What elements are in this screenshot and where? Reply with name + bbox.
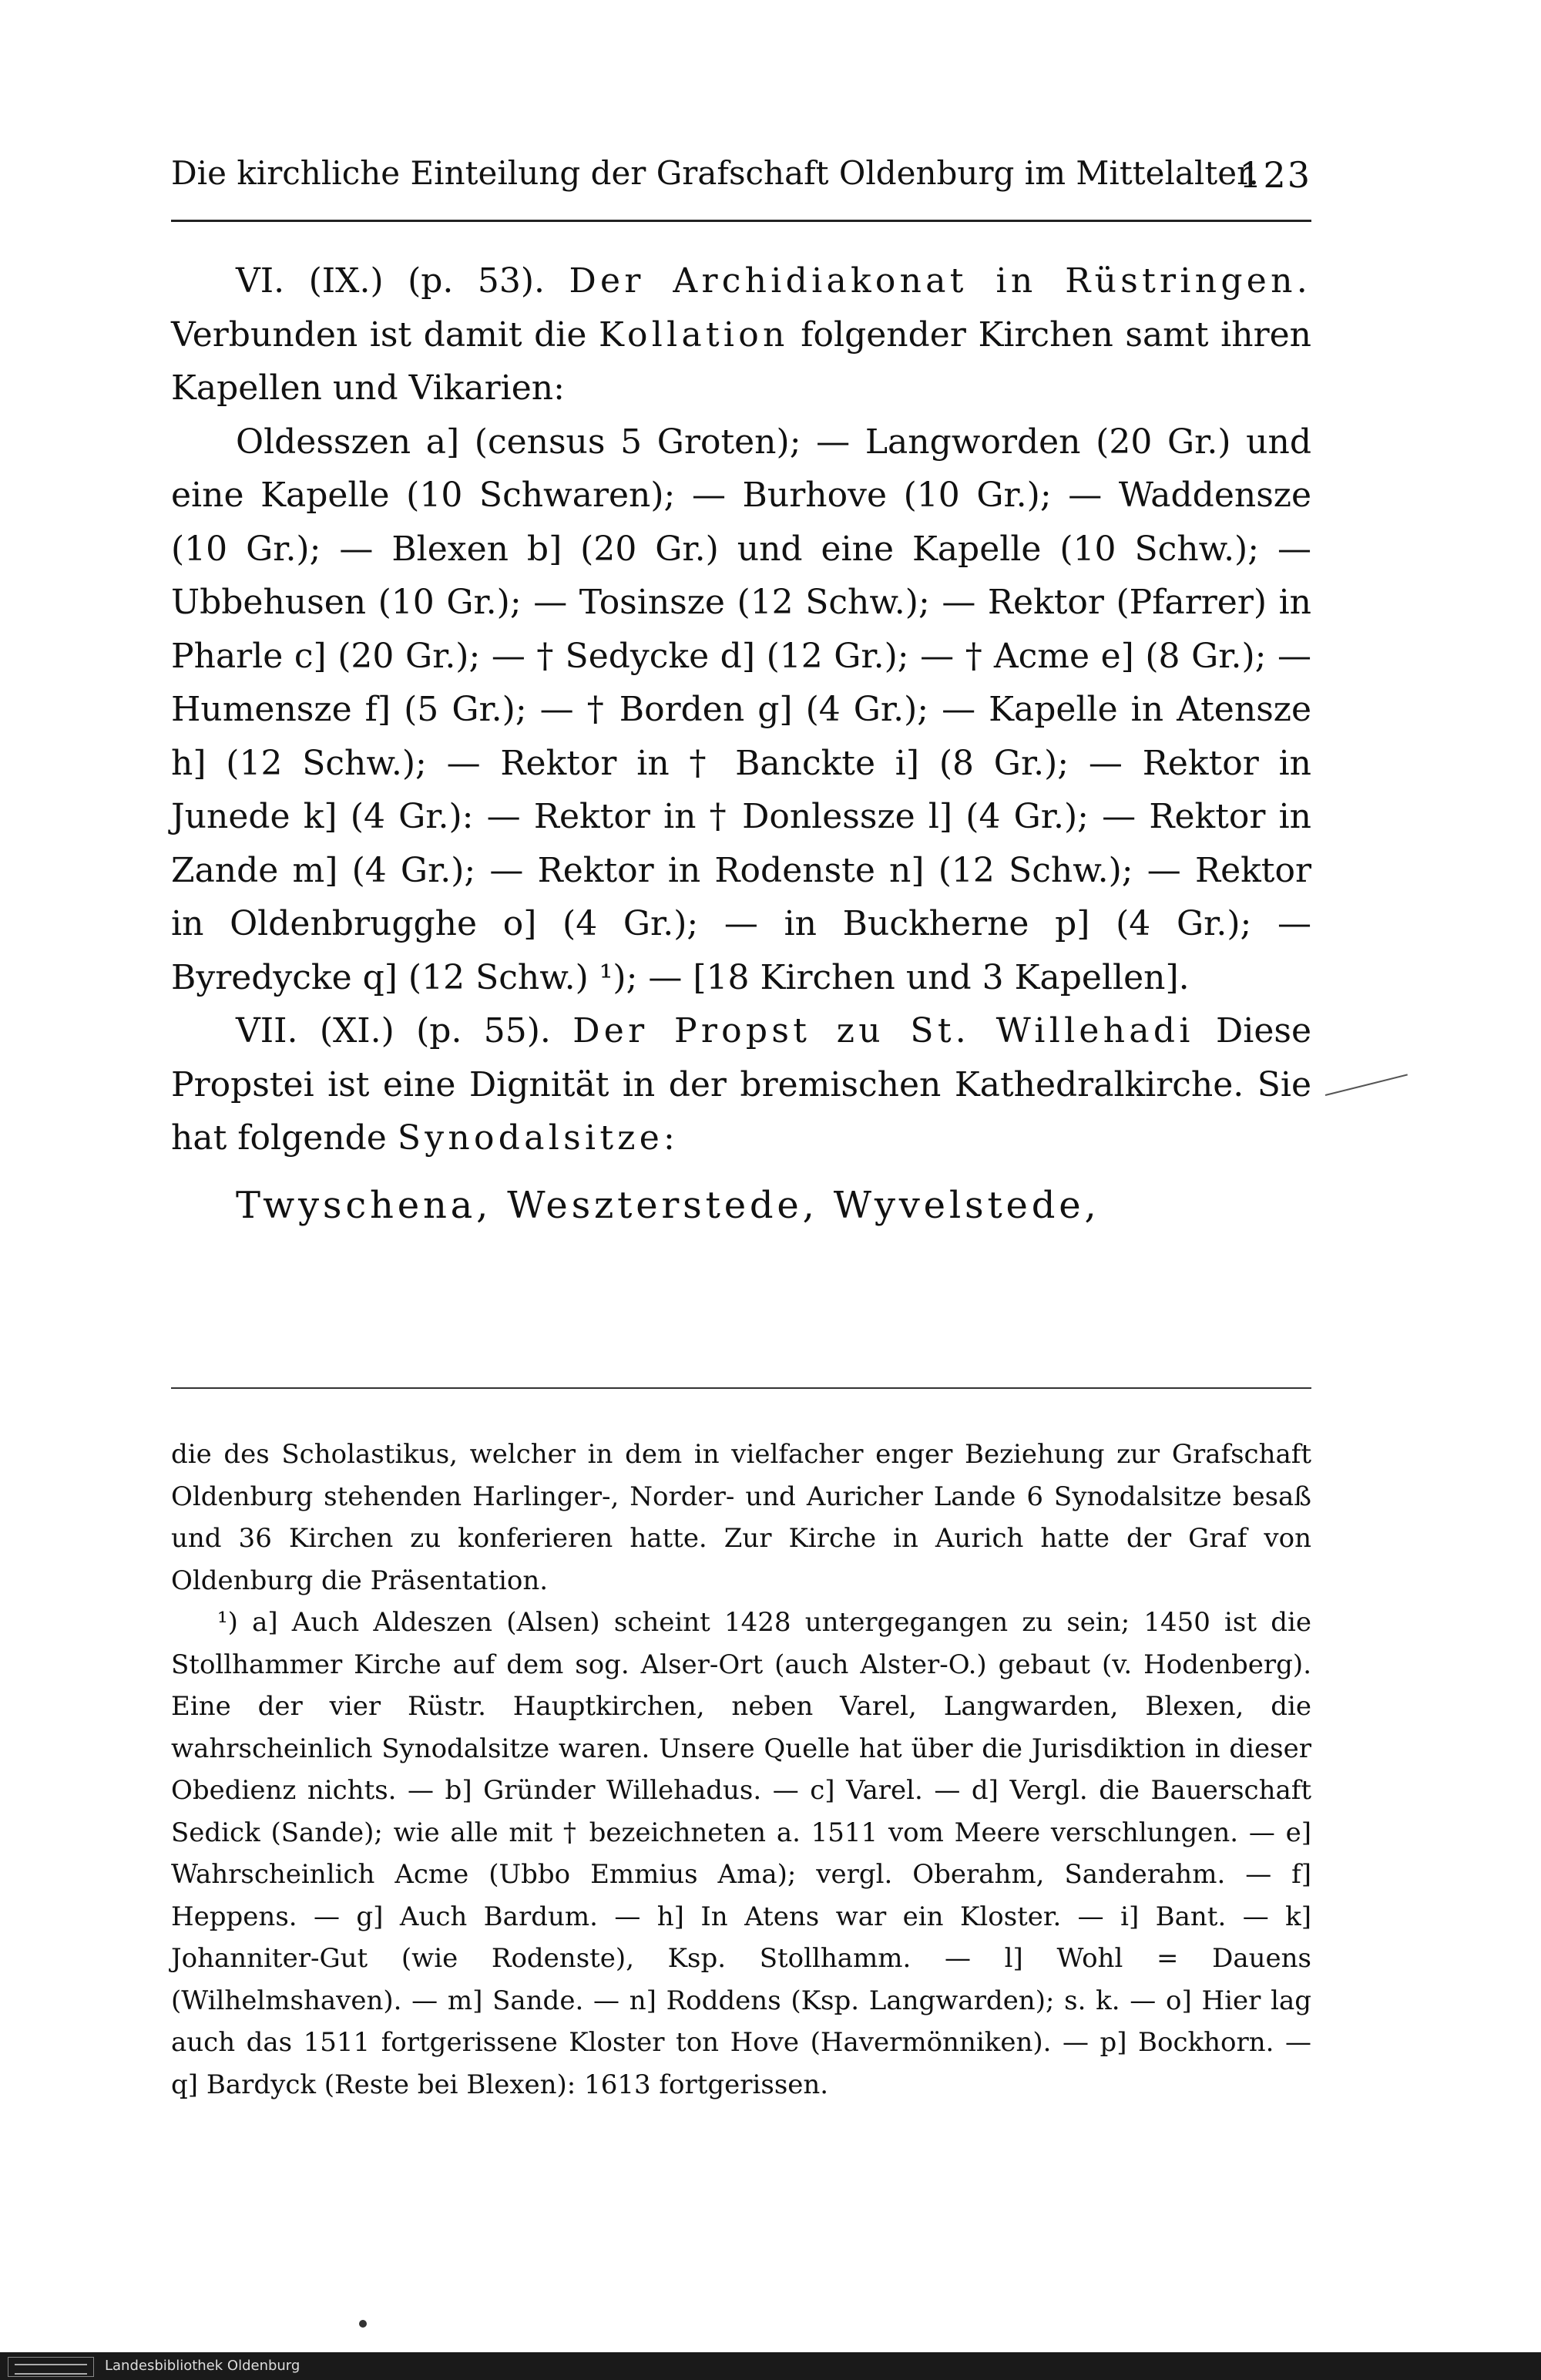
section-vi-intro-b: folgender Kirchen samt ihren Kapellen und Vikarien:	[171, 314, 1311, 408]
footnotes	[171, 1434, 1311, 2106]
section-vi-intro	[171, 254, 1311, 415]
section-vii-text	[171, 1004, 1311, 1165]
library-name: Landesbibliothek Oldenburg	[105, 2358, 300, 2374]
section-vi-label: VI. (IX.) (p. 53).	[236, 261, 545, 301]
section-vi-church-list: Oldesszen a] (census 5 Groten); — Langworden (20 Gr.) und eine Kapelle (10 Schwaren); — Burhove (10 Gr.); — Waddensze (10 Gr.); — Blexen b] (20 Gr.) und eine Kapelle (10 Schw.); — Ubbehusen (10 Gr.); — Tosinsze (12 Schw.); — Rektor (Pfarrer) in Pharle c] (20 Gr.); — † Sedycke d] (12 Gr.); — † Acme e] (8 Gr.); — Humensze f] (5 Gr.); — † Borden g] (4 Gr.); — Kapelle in Atensze h] (12 Schw.); — Rektor in † Banckte i] (8 Gr.); — Rektor in Junede k] (4 Gr.): — Rektor in † Donlessze l] (4 Gr.); — Rektor in Zande m] (4 Gr.); — Rektor in Rodenste n] (12 Schw.); — Rektor in Oldenbrugghe o] (4 Gr.); — in Buckherne p] (4 Gr.); — Byredycke q] (12 Schw.) ¹); — [18 Kirchen und 3 Kapellen].	[171, 422, 1311, 997]
pencil-mark	[1325, 1074, 1408, 1096]
footnote-continuation: die des Scholastikus, welcher in dem in vielfacher enger Beziehung zur Grafschaft Oldenburg stehenden Harlinger-, Norder- und Auricher Lande 6 Synodalsitze besaß und 36 Kirchen zu konferieren hatte. Zur Kirche in Aurich hatte der Graf von Oldenburg die Präsentation.	[171, 1439, 1311, 1596]
section-vii-label: VII. (XI.) (p. 55).	[236, 1011, 551, 1050]
library-footer	[0, 2352, 1541, 2380]
section-vi-title: Der Archidiakonat in Rüstringen.	[569, 261, 1311, 301]
ink-dot	[359, 2320, 367, 2328]
footnote-1: ¹) a] Auch Aldeszen (Alsen) scheint 1428 untergegangen zu sein; 1450 ist die Stollhammer Kirche auf dem sog. Alser-Ort (auch Alster-O.) gebaut (v. Hodenberg). Eine der vier Rüstr. Hauptkirchen, neben Varel, Langwarden, Blexen, die wahrscheinlich Synodalsitze waren. Unsere Quelle hat über die Jurisdiktion in dieser Obedienz nichts. — b] Gründer Willehadus. — c] Varel. — d] Vergl. die Bauerschaft Sedick (Sande); wie alle mit † bezeichneten a. 1511 vom Meere verschlungen. — e] Wahrscheinlich Acme (Ubbo Emmius Ama); vergl. Oberahm, Sanderahm. — f] Heppens. — g] Auch Bardum. — h] In Atens war ein Kloster. — i] Bant. — k] Johanniter-Gut (wie Rodenste), Ksp. Stollhamm. — l] Wohl = Dauens (Wilhelmshaven). — m] Sande. — n] Roddens (Ksp. Langwarden); s. k. — o] Hier lag auch das 1511 fortgerissene Kloster ton Hove (Havermönniken). — p] Bockhorn. — q] Bardyck (Reste bei Blexen): 1613 fortgerissen.	[171, 1607, 1311, 2100]
page-number: 123	[1239, 154, 1311, 196]
section-vii-synodalsitze: Synodalsitze:	[397, 1118, 680, 1158]
running-title: Die kirchliche Einteilung der Grafschaft Oldenburg im Mittelalter.	[171, 154, 1259, 192]
section-vi-kollation: Kollation	[599, 314, 789, 355]
footnote-rule	[171, 1387, 1311, 1389]
library-logo-icon	[8, 2357, 94, 2377]
section-vii-cities: Twyschena, Weszterstede, Wyvelstede,	[236, 1183, 1100, 1227]
header-rule	[171, 220, 1311, 222]
section-vi-intro-a: Verbunden ist damit die	[171, 314, 587, 355]
section-vii-text-a: Diese Propstei ist eine Dignität in der bremischen Kathedralkirche. Sie hat folgende	[171, 1011, 1311, 1158]
main-text	[171, 254, 1311, 1232]
section-vii-title: Der Propst zu St. Willehadi	[572, 1011, 1194, 1050]
